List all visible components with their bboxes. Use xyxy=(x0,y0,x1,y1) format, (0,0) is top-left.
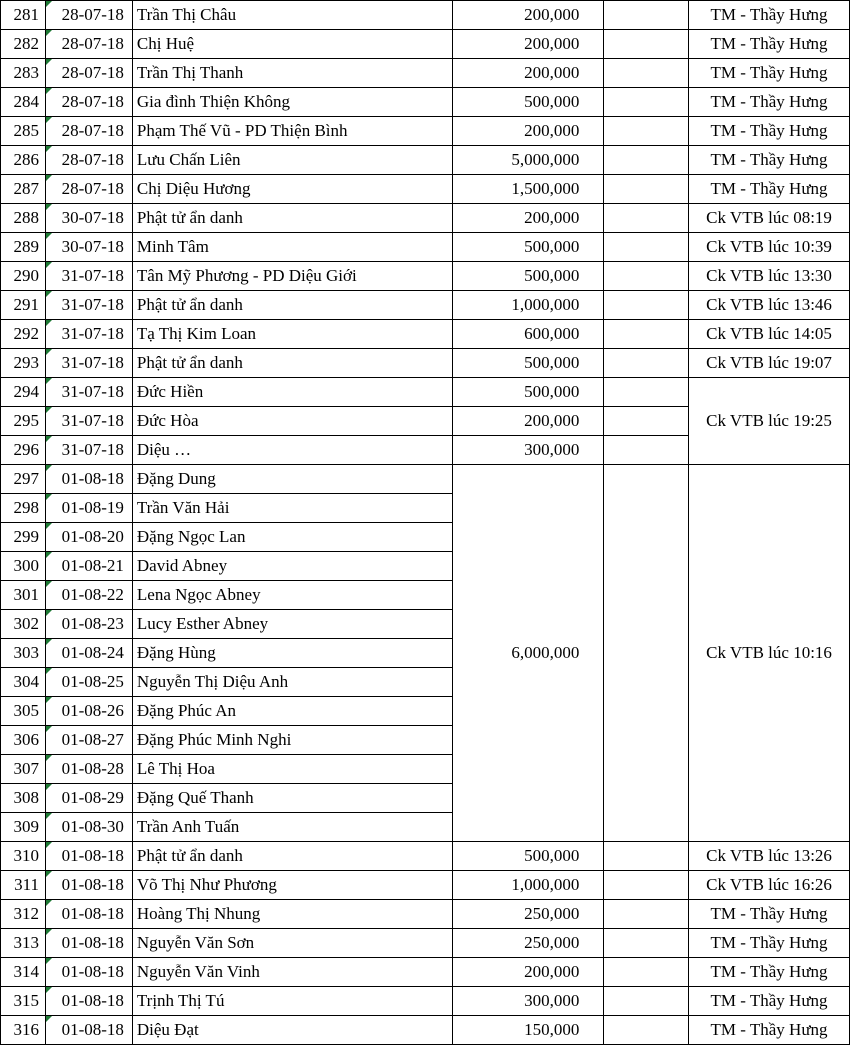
date-cell: 01-08-18 xyxy=(45,1016,132,1045)
payment-note-cell: Ck VTB lúc 13:30 xyxy=(689,262,850,291)
date-cell: 28-07-18 xyxy=(45,1,132,30)
date-cell: 28-07-18 xyxy=(45,88,132,117)
payment-note-cell: Ck VTB lúc 13:26 xyxy=(689,842,850,871)
donor-name-cell: Đặng Ngọc Lan xyxy=(132,523,452,552)
row-number-cell: 309 xyxy=(1,813,46,842)
donor-name-cell: Đặng Quế Thanh xyxy=(132,784,452,813)
date-cell: 01-08-20 xyxy=(45,523,132,552)
payment-note-cell: TM - Thầy Hưng xyxy=(689,30,850,59)
payment-note-cell: TM - Thầy Hưng xyxy=(689,1016,850,1045)
donor-name-cell: Tân Mỹ Phương - PD Diệu Giới xyxy=(132,262,452,291)
date-cell: 01-08-18 xyxy=(45,871,132,900)
row-number-cell: 311 xyxy=(1,871,46,900)
empty-cell xyxy=(604,1016,689,1045)
amount-cell: 5,000,000 xyxy=(452,146,604,175)
amount-cell: 200,000 xyxy=(452,30,604,59)
donor-name-cell: Trịnh Thị Tú xyxy=(132,987,452,1016)
table-row xyxy=(1,958,850,987)
donor-name-cell: Đức Hiền xyxy=(132,378,452,407)
table-row xyxy=(1,175,850,204)
date-cell: 01-08-18 xyxy=(45,842,132,871)
row-number-cell: 292 xyxy=(1,320,46,349)
date-cell: 28-07-18 xyxy=(45,117,132,146)
payment-note-cell: TM - Thầy Hưng xyxy=(689,88,850,117)
empty-cell xyxy=(604,233,689,262)
donor-name-cell: Đặng Hùng xyxy=(132,639,452,668)
payment-note-cell: TM - Thầy Hưng xyxy=(689,900,850,929)
payment-note-cell: Ck VTB lúc 19:07 xyxy=(689,349,850,378)
payment-note-cell: Ck VTB lúc 08:19 xyxy=(689,204,850,233)
row-number-cell: 316 xyxy=(1,1016,46,1045)
date-cell: 31-07-18 xyxy=(45,436,132,465)
table-row xyxy=(1,117,850,146)
donor-name-cell: Trần Văn Hải xyxy=(132,494,452,523)
row-number-cell: 306 xyxy=(1,726,46,755)
date-cell: 28-07-18 xyxy=(45,30,132,59)
amount-cell: 200,000 xyxy=(452,958,604,987)
date-cell: 01-08-28 xyxy=(45,755,132,784)
donor-name-cell: Lê Thị Hoa xyxy=(132,755,452,784)
amount-cell: 1,000,000 xyxy=(452,871,604,900)
date-cell: 01-08-18 xyxy=(45,465,132,494)
row-number-cell: 294 xyxy=(1,378,46,407)
amount-cell: 250,000 xyxy=(452,900,604,929)
date-cell: 31-07-18 xyxy=(45,378,132,407)
payment-note-cell: Ck VTB lúc 13:46 xyxy=(689,291,850,320)
table-row xyxy=(1,204,850,233)
amount-cell: 200,000 xyxy=(452,117,604,146)
empty-cell xyxy=(604,59,689,88)
amount-cell: 500,000 xyxy=(452,378,604,407)
row-number-cell: 304 xyxy=(1,668,46,697)
table-row xyxy=(1,146,850,175)
empty-cell xyxy=(604,320,689,349)
donor-name-cell: Phật tử ẩn danh xyxy=(132,349,452,378)
empty-cell xyxy=(604,929,689,958)
table-row xyxy=(1,465,850,494)
donor-name-cell: Nguyễn Văn Sơn xyxy=(132,929,452,958)
donor-name-cell: Võ Thị Như Phương xyxy=(132,871,452,900)
row-number-cell: 291 xyxy=(1,291,46,320)
amount-cell: 300,000 xyxy=(452,436,604,465)
amount-cell: 200,000 xyxy=(452,407,604,436)
date-cell: 01-08-30 xyxy=(45,813,132,842)
amount-cell: 200,000 xyxy=(452,59,604,88)
row-number-cell: 290 xyxy=(1,262,46,291)
payment-note-cell: TM - Thầy Hưng xyxy=(689,175,850,204)
payment-note-cell: Ck VTB lúc 10:16 xyxy=(689,465,850,842)
table-row xyxy=(1,233,850,262)
amount-cell: 500,000 xyxy=(452,233,604,262)
donation-table-body xyxy=(1,1,850,1045)
donor-name-cell: Diệu Đạt xyxy=(132,1016,452,1045)
table-row xyxy=(1,349,850,378)
row-number-cell: 303 xyxy=(1,639,46,668)
row-number-cell: 308 xyxy=(1,784,46,813)
table-row xyxy=(1,929,850,958)
date-cell: 31-07-18 xyxy=(45,407,132,436)
row-number-cell: 285 xyxy=(1,117,46,146)
amount-cell: 500,000 xyxy=(452,88,604,117)
donor-name-cell: Trần Thị Thanh xyxy=(132,59,452,88)
donor-name-cell: Lucy Esther Abney xyxy=(132,610,452,639)
payment-note-cell: TM - Thầy Hưng xyxy=(689,987,850,1016)
table-row xyxy=(1,320,850,349)
empty-cell xyxy=(604,30,689,59)
table-row xyxy=(1,88,850,117)
donor-name-cell: Hoàng Thị Nhung xyxy=(132,900,452,929)
donor-name-cell: Chị Huệ xyxy=(132,30,452,59)
table-row xyxy=(1,59,850,88)
donor-name-cell: Phật tử ẩn danh xyxy=(132,204,452,233)
row-number-cell: 314 xyxy=(1,958,46,987)
empty-cell xyxy=(604,88,689,117)
row-number-cell: 305 xyxy=(1,697,46,726)
date-cell: 01-08-26 xyxy=(45,697,132,726)
date-cell: 31-07-18 xyxy=(45,349,132,378)
row-number-cell: 289 xyxy=(1,233,46,262)
payment-note-cell: Ck VTB lúc 16:26 xyxy=(689,871,850,900)
payment-note-cell: Ck VTB lúc 14:05 xyxy=(689,320,850,349)
empty-cell xyxy=(604,900,689,929)
table-row xyxy=(1,871,850,900)
table-row xyxy=(1,1,850,30)
amount-cell: 500,000 xyxy=(452,262,604,291)
payment-note-cell: TM - Thầy Hưng xyxy=(689,117,850,146)
row-number-cell: 284 xyxy=(1,88,46,117)
table-row xyxy=(1,378,850,407)
donor-name-cell: Lena Ngọc Abney xyxy=(132,581,452,610)
donor-name-cell: Đặng Dung xyxy=(132,465,452,494)
date-cell: 30-07-18 xyxy=(45,204,132,233)
empty-cell xyxy=(604,204,689,233)
date-cell: 30-07-18 xyxy=(45,233,132,262)
donor-name-cell: Minh Tâm xyxy=(132,233,452,262)
empty-cell xyxy=(604,117,689,146)
date-cell: 28-07-18 xyxy=(45,146,132,175)
table-row xyxy=(1,987,850,1016)
donor-name-cell: Phạm Thế Vũ - PD Thiện Bình xyxy=(132,117,452,146)
table-row xyxy=(1,262,850,291)
table-row xyxy=(1,1016,850,1045)
amount-cell: 1,000,000 xyxy=(452,291,604,320)
payment-note-cell: TM - Thầy Hưng xyxy=(689,958,850,987)
payment-note-cell: Ck VTB lúc 19:25 xyxy=(689,378,850,465)
row-number-cell: 281 xyxy=(1,1,46,30)
donor-name-cell: Gia đình Thiện Không xyxy=(132,88,452,117)
payment-note-cell: Ck VTB lúc 10:39 xyxy=(689,233,850,262)
row-number-cell: 293 xyxy=(1,349,46,378)
empty-cell xyxy=(604,987,689,1016)
empty-cell xyxy=(604,349,689,378)
table-row xyxy=(1,842,850,871)
row-number-cell: 296 xyxy=(1,436,46,465)
amount-cell: 150,000 xyxy=(452,1016,604,1045)
donor-name-cell: Phật tử ẩn danh xyxy=(132,842,452,871)
date-cell: 31-07-18 xyxy=(45,291,132,320)
date-cell: 01-08-18 xyxy=(45,900,132,929)
date-cell: 01-08-23 xyxy=(45,610,132,639)
row-number-cell: 282 xyxy=(1,30,46,59)
date-cell: 01-08-25 xyxy=(45,668,132,697)
amount-cell: 250,000 xyxy=(452,929,604,958)
row-number-cell: 283 xyxy=(1,59,46,88)
empty-cell xyxy=(604,175,689,204)
date-cell: 28-07-18 xyxy=(45,59,132,88)
row-number-cell: 299 xyxy=(1,523,46,552)
donor-name-cell: Lưu Chấn Liên xyxy=(132,146,452,175)
date-cell: 01-08-19 xyxy=(45,494,132,523)
empty-cell xyxy=(604,871,689,900)
donor-name-cell: Phật tử ẩn danh xyxy=(132,291,452,320)
date-cell: 01-08-18 xyxy=(45,929,132,958)
amount-cell: 500,000 xyxy=(452,349,604,378)
donor-name-cell: Tạ Thị Kim Loan xyxy=(132,320,452,349)
row-number-cell: 297 xyxy=(1,465,46,494)
row-number-cell: 298 xyxy=(1,494,46,523)
payment-note-cell: TM - Thầy Hưng xyxy=(689,1,850,30)
amount-cell: 300,000 xyxy=(452,987,604,1016)
amount-cell: 200,000 xyxy=(452,204,604,233)
empty-cell xyxy=(604,262,689,291)
row-number-cell: 301 xyxy=(1,581,46,610)
table-row xyxy=(1,30,850,59)
donor-name-cell: Đức Hòa xyxy=(132,407,452,436)
amount-cell: 500,000 xyxy=(452,842,604,871)
row-number-cell: 300 xyxy=(1,552,46,581)
row-number-cell: 286 xyxy=(1,146,46,175)
date-cell: 01-08-24 xyxy=(45,639,132,668)
row-number-cell: 312 xyxy=(1,900,46,929)
row-number-cell: 302 xyxy=(1,610,46,639)
donor-name-cell: Chị Diệu Hương xyxy=(132,175,452,204)
date-cell: 31-07-18 xyxy=(45,262,132,291)
table-row xyxy=(1,900,850,929)
row-number-cell: 315 xyxy=(1,987,46,1016)
donor-name-cell: David Abney xyxy=(132,552,452,581)
donor-name-cell: Diệu … xyxy=(132,436,452,465)
empty-cell xyxy=(604,958,689,987)
date-cell: 28-07-18 xyxy=(45,175,132,204)
empty-cell xyxy=(604,407,689,436)
amount-cell: 600,000 xyxy=(452,320,604,349)
payment-note-cell: TM - Thầy Hưng xyxy=(689,146,850,175)
amount-cell: 1,500,000 xyxy=(452,175,604,204)
donor-name-cell: Nguyễn Thị Diệu Anh xyxy=(132,668,452,697)
empty-cell xyxy=(604,146,689,175)
empty-cell xyxy=(604,1,689,30)
table-row xyxy=(1,291,850,320)
donor-name-cell: Nguyễn Văn Vinh xyxy=(132,958,452,987)
date-cell: 01-08-18 xyxy=(45,987,132,1016)
donor-name-cell: Trần Thị Châu xyxy=(132,1,452,30)
row-number-cell: 307 xyxy=(1,755,46,784)
date-cell: 01-08-18 xyxy=(45,958,132,987)
date-cell: 01-08-22 xyxy=(45,581,132,610)
donor-name-cell: Trần Anh Tuấn xyxy=(132,813,452,842)
date-cell: 01-08-21 xyxy=(45,552,132,581)
row-number-cell: 287 xyxy=(1,175,46,204)
amount-cell: 6,000,000 xyxy=(452,465,604,842)
payment-note-cell: TM - Thầy Hưng xyxy=(689,59,850,88)
date-cell: 01-08-29 xyxy=(45,784,132,813)
empty-cell xyxy=(604,465,689,842)
amount-cell: 200,000 xyxy=(452,1,604,30)
empty-cell xyxy=(604,378,689,407)
date-cell: 01-08-27 xyxy=(45,726,132,755)
donor-name-cell: Đặng Phúc An xyxy=(132,697,452,726)
empty-cell xyxy=(604,291,689,320)
date-cell: 31-07-18 xyxy=(45,320,132,349)
row-number-cell: 295 xyxy=(1,407,46,436)
row-number-cell: 313 xyxy=(1,929,46,958)
row-number-cell: 310 xyxy=(1,842,46,871)
payment-note-cell: TM - Thầy Hưng xyxy=(689,929,850,958)
empty-cell xyxy=(604,842,689,871)
row-number-cell: 288 xyxy=(1,204,46,233)
donor-name-cell: Đặng Phúc Minh Nghi xyxy=(132,726,452,755)
empty-cell xyxy=(604,436,689,465)
